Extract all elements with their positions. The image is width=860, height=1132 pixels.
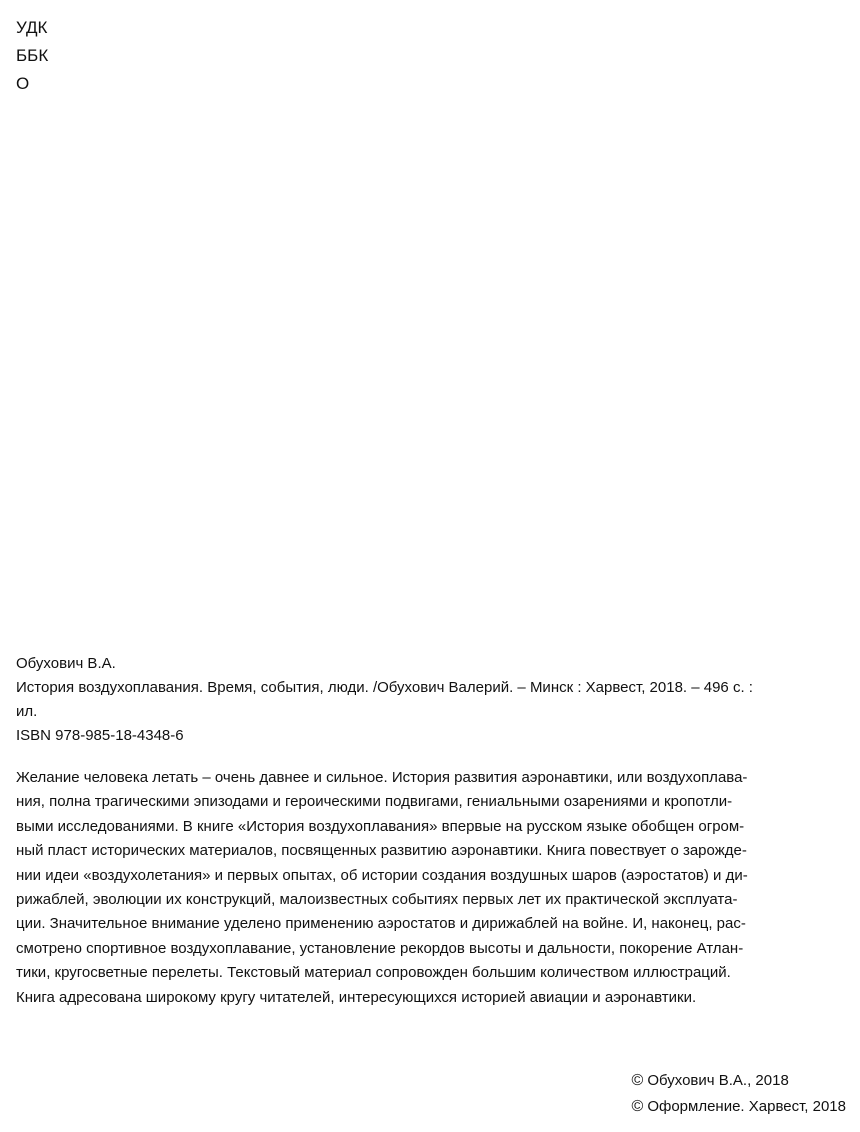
- abstract-line: тики, кругосветные перелеты. Текстовый материал сопровожден большим количеством иллюстраций.: [16, 964, 731, 982]
- abstract-line: ный пласт исторических материалов, посвященных развитию аэронавтики. Книга повествует о зарожде-: [16, 842, 747, 860]
- author-mark-label: О: [16, 74, 30, 93]
- abstract: [16, 766, 844, 1010]
- copyright-symbol: ©: [631, 1098, 644, 1115]
- author-name: Обухович В.А.: [16, 655, 116, 672]
- udk-label: УДК: [16, 18, 48, 37]
- abstract-line: ния, полна трагическими эпизодами и героическими подвигами, гениальными озарениями и кропотли-: [16, 793, 733, 811]
- title-line: История воздухоплавания. Время, события, люди. /Обухович Валерий. – Минск : Харвест, 2018. – 496 с. :: [16, 679, 753, 696]
- copyright-design: [632, 1094, 846, 1120]
- classification-codes: [16, 14, 48, 98]
- copyright-author: [632, 1068, 846, 1094]
- copyright-block: [632, 1068, 846, 1120]
- copyright-symbol: ©: [631, 1072, 644, 1089]
- copyright-author-text: Обухович В.А., 2018: [647, 1072, 789, 1089]
- abstract-line: Книга адресована широкому кругу читателей, интересующихся историей авиации и аэронавтики.: [16, 988, 697, 1006]
- bibliographic-record: [16, 652, 846, 748]
- abstract-line: смотрено спортивное воздухоплавание, установление рекордов высоты и дальности, покорение Атлан-: [16, 939, 744, 957]
- abstract-line: нии идеи «воздухолетания» и первых опытах, об истории создания воздушных шаров (аэростатов) и ди-: [16, 866, 748, 884]
- abstract-line: выми исследованиями. В книге «История воздухоплавания» впервые на русском языке обобщен огром-: [16, 817, 745, 835]
- copyright-design-text: Оформление. Харвест, 2018: [647, 1098, 846, 1115]
- abstract-line: рижаблей, эволюции их конструкций, малоизвестных событиях первых лет их практической эксплуата-: [16, 891, 738, 909]
- isbn: ISBN 978-985-18-4348-6: [16, 727, 184, 744]
- title-line: ил.: [16, 703, 38, 720]
- bbk-label: ББК: [16, 46, 49, 65]
- abstract-line: ции. Значительное внимание уделено применению аэростатов и дирижаблей на войне. И, наконец, рас-: [16, 915, 746, 933]
- abstract-line: Желание человека летать – очень давнее и сильное. История развития аэронавтики, или воздухоплава-: [16, 769, 748, 786]
